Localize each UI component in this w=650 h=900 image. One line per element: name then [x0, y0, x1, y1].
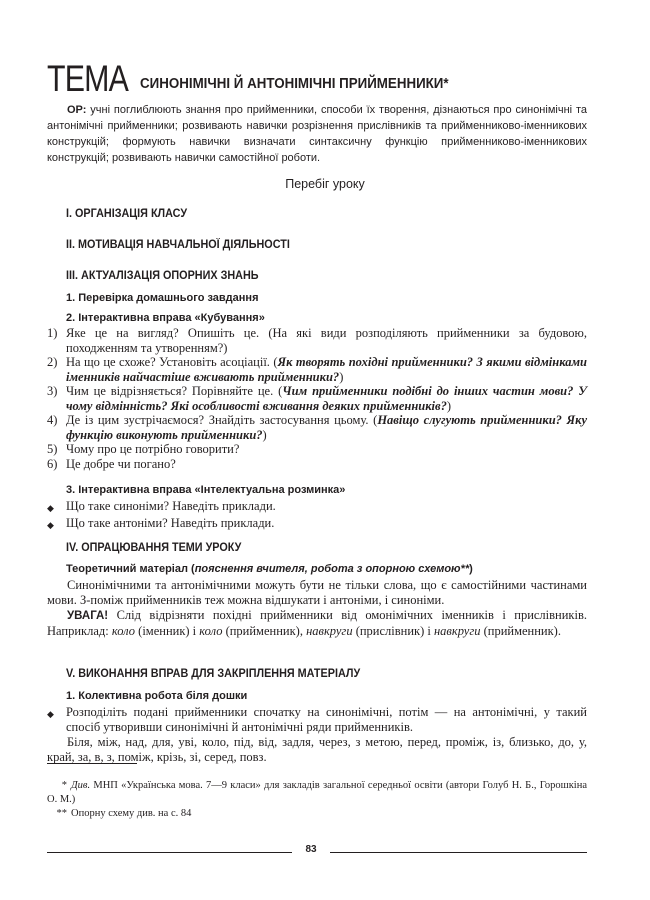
footnote-2 — [47, 807, 587, 821]
item-text: Яке це на вигляд? Опишіть це. (На які види розподіляють прийменники за будовою, походженням та утворенням?) — [66, 326, 587, 355]
diamond-bullet-icon: ◆ — [47, 709, 54, 719]
item-tail: ) — [262, 427, 267, 442]
item-number: 6) — [47, 456, 58, 471]
item-number: 3) — [47, 384, 58, 398]
list-item — [47, 384, 587, 413]
subheading-cubing: 2. Інтерактивна вправа «Кубування» — [66, 312, 265, 324]
subheading-warmup: 3. Інтерактивна вправа «Інтелектуальна розминка» — [66, 484, 346, 496]
list-item — [47, 326, 587, 355]
list-item — [47, 413, 587, 442]
theory-label: Теоретичний матеріал ( — [66, 563, 195, 575]
page-number: 83 — [305, 844, 317, 855]
footnote-mark: * — [61, 780, 67, 791]
list-item — [47, 499, 587, 516]
objectives-paragraph — [47, 102, 587, 166]
theory-label-italic: пояснення вчителя, робота з опорною схемою** — [194, 563, 470, 575]
objectives-label: ОР: — [67, 104, 87, 116]
theory-text: (прийменник). — [480, 624, 561, 638]
theory-text: (прислівник) і — [352, 624, 434, 638]
item-question: Навіщо слугують прийменники? Яку функцію виконують прийменники? — [66, 413, 588, 442]
item-number: 4) — [47, 413, 58, 427]
item-question: Чим прийменники подібні до інших частин мови? У чому відмінність? Які особливості вживання деяких прийменників? — [66, 384, 587, 413]
footer-rule-right — [330, 852, 587, 853]
example-word: навкруги — [306, 624, 353, 638]
footnote-text: Опорну схему див. на с. 84 — [71, 808, 192, 819]
item-text: Чим це відрізняється? Порівняйте це. ( — [66, 384, 283, 398]
item-question: Як творять похідні прийменники? З якими відмінками іменників найчастіше вживають прийменники? — [66, 355, 587, 384]
footnote-rule — [47, 763, 137, 764]
item-text: Що таке антоніми? Наведіть приклади. — [66, 515, 275, 530]
item-text: Де із цим зустрічаємося? Знайдіть застосування цьому. ( — [66, 413, 378, 427]
footnote-1 — [47, 779, 587, 807]
item-number: 5) — [47, 442, 58, 456]
section-heading-4: IV. ОПРАЦЮВАННЯ ТЕМИ УРОКУ — [66, 542, 242, 554]
example-word: коло — [199, 624, 223, 638]
diamond-bullet-icon: ◆ — [47, 519, 54, 530]
item-text: Що таке синоніми? Наведіть приклади. — [66, 499, 276, 513]
footnote-text: МНП «Українська мова. 7—9 класи» для закладів загальної середньої освіти (автори Голуб Н. Б., Горошкіна О. М.) — [47, 780, 587, 805]
topic-title: СИНОНІМІЧНІ Й АНТОНІМІЧНІ ПРИЙМЕННИКИ* — [139, 76, 449, 92]
item-tail: ) — [339, 369, 344, 384]
subheading-board-work: 1. Колективна робота біля дошки — [66, 690, 248, 702]
title-row — [47, 58, 475, 99]
theory-paragraph-2 — [47, 608, 587, 639]
footnote-see: Див. — [71, 780, 91, 791]
item-text: Це добре чи погано? — [66, 456, 176, 471]
item-text: Чому про це потрібно говорити? — [66, 442, 240, 456]
preposition-words: Біля, між, над, для, уві, коло, під, від, задля, через, з метою, перед, проміж, із, близько, до, у, край, за, в, з, поміж, крізь, зі, серед, повз. — [47, 735, 587, 764]
subheading-theory — [66, 563, 473, 575]
theory-text: (іменник) і — [135, 624, 200, 638]
item-number: 1) — [47, 326, 58, 340]
attention-label: УВАГА! — [67, 610, 109, 622]
subheading-homework: 1. Перевірка домашнього завдання — [66, 292, 259, 304]
theory-text: Слід відрізняти похідні прийменники від омонімічних іменників і прислівників. Наприклад: — [47, 608, 587, 638]
example-word: навкруги — [433, 624, 481, 638]
diamond-bullet-icon: ◆ — [47, 503, 54, 513]
task-text: Розподіліть подані прийменники спочатку на синонімічні, потім — на антонімічні, у такий спосіб утворивши синонімічні й антонімічні ряди прийменників. — [66, 705, 587, 734]
exercise-task — [47, 705, 587, 735]
lesson-heading: Перебіг уроку — [285, 177, 365, 191]
footnote-mark: ** — [56, 808, 67, 819]
list-item — [47, 355, 587, 384]
theory-label-end: ) — [469, 563, 473, 575]
section-heading-3: III. АКТУАЛІЗАЦІЯ ОПОРНИХ ЗНАНЬ — [66, 270, 259, 282]
list-item — [47, 442, 587, 457]
footer-rule-left — [47, 852, 292, 853]
section-heading-2: II. МОТИВАЦІЯ НАВЧАЛЬНОЇ ДІЯЛЬНОСТІ — [66, 239, 290, 251]
item-text: На що це схоже? Установіть асоціації. ( — [66, 355, 278, 369]
example-word: коло — [111, 624, 136, 638]
cubing-list — [47, 326, 587, 471]
tema-label: ТЕМА — [47, 58, 129, 99]
list-item — [47, 516, 587, 533]
list-item — [47, 705, 587, 735]
section-heading-5: V. ВИКОНАННЯ ВПРАВ ДЛЯ ЗАКРІПЛЕННЯ МАТЕРІАЛУ — [66, 668, 361, 680]
list-item — [47, 457, 587, 472]
item-number: 2) — [47, 355, 58, 369]
objectives-text: учні поглиблюють знання про прийменники, способи їх творення, дізнаються про синонімічні та антонімічні прийменники; розвивають навички розрізнення прислівників та прийменниково-іменникових конструкцій; формують навички визначати синтаксичну функцію прийменниково-іменникових конструкцій; розвивають навички самостійної роботи. — [47, 104, 587, 164]
theory-text: (прийменник), — [222, 624, 307, 638]
item-tail: ) — [446, 398, 452, 413]
theory-paragraph-1: Синонімічними та антонімічними можуть бути не тільки слова, що є самостійними частинами мови. З-поміж прийменників теж можна відшукати і антоніми, і синоніми. — [47, 578, 587, 607]
warmup-list — [47, 499, 587, 532]
section-heading-1: I. ОРГАНІЗАЦІЯ КЛАСУ — [66, 208, 188, 220]
